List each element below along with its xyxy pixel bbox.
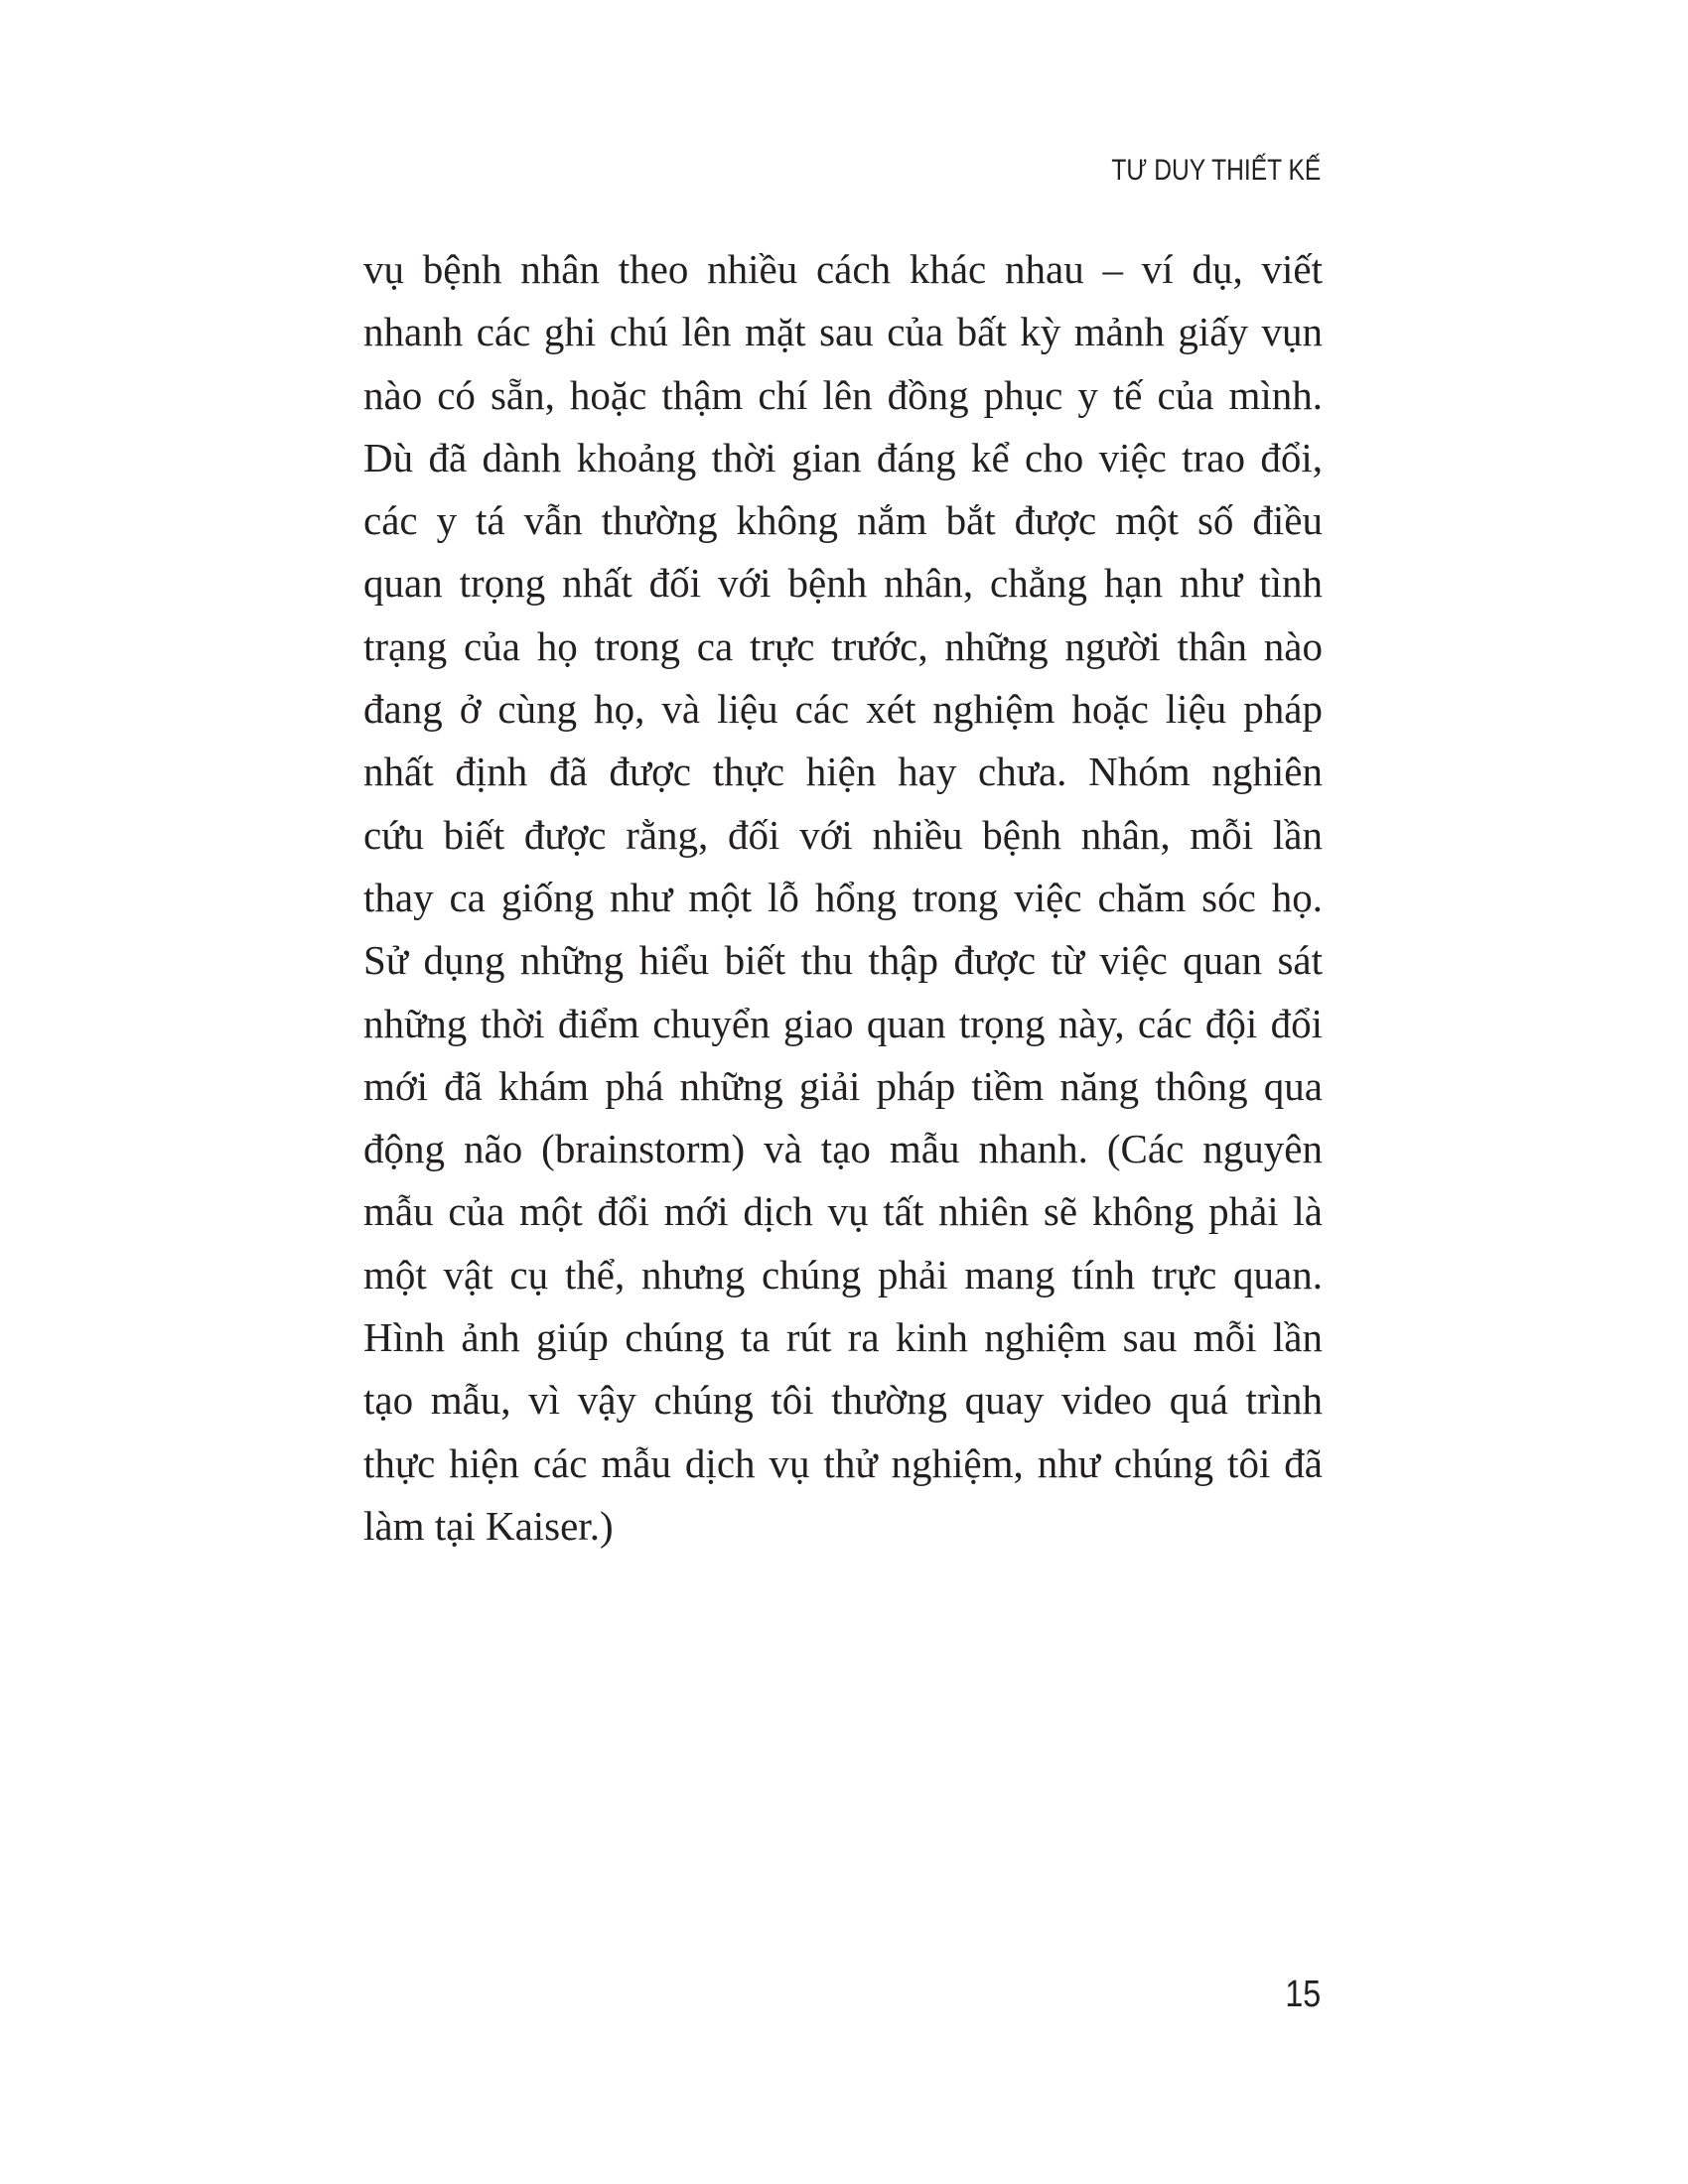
text-line: vụ bệnh nhân theo nhiều cách khác nhau – ví dụ, viết <box>363 246 1323 292</box>
text-line: Dù đã dành khoảng thời gian đáng kể cho việc trao đổi, <box>363 434 1323 480</box>
text-line: tạo mẫu, vì vậy chúng tôi thường quay video quá trình <box>363 1377 1323 1424</box>
page-number: 15 <box>1285 1974 1321 2015</box>
text-line: nào có sẵn, hoặc thậm chí lên đồng phục y tế của mình. <box>363 371 1323 418</box>
text-line: một vật cụ thể, nhưng chúng phải mang tính trực quan. <box>363 1251 1323 1297</box>
text-line: trạng của họ trong ca trực trước, những người thân nào <box>363 622 1323 669</box>
text-line: cứu biết được rằng, đối với nhiều bệnh nhân, mỗi lần <box>363 811 1323 858</box>
text-line: mới đã khám phá những giải pháp tiềm năng thông qua <box>363 1062 1323 1109</box>
text-line: động não (brainstorm) và tạo mẫu nhanh. (Các nguyên <box>363 1126 1323 1172</box>
text-line: thực hiện các mẫu dịch vụ thử nghiệm, như chúng tôi đã <box>363 1439 1323 1486</box>
text-line: Hình ảnh giúp chúng ta rút ra kinh nghiệm sau mỗi lần <box>363 1314 1323 1361</box>
text-line: những thời điểm chuyển giao quan trọng này, các đội đổi <box>363 1000 1323 1046</box>
running-header-title: TƯ DUY THIẾT KẾ <box>1110 154 1321 187</box>
text-line: quan trọng nhất đối với bệnh nhân, chẳng hạn như tình <box>363 560 1323 607</box>
text-line: các y tá vẫn thường không nắm bắt được một số điều <box>363 497 1323 544</box>
text-line: nhanh các ghi chú lên mặt sau của bất kỳ mảnh giấy vụn <box>363 309 1323 355</box>
body-paragraph <box>363 238 1323 1558</box>
text-line: Sử dụng những hiểu biết thu thập được từ việc quan sát <box>363 937 1323 984</box>
text-line: mẫu của một đổi mới dịch vụ tất nhiên sẽ không phải là <box>363 1188 1323 1235</box>
text-line: đang ở cùng họ, và liệu các xét nghiệm hoặc liệu pháp <box>363 686 1323 733</box>
text-line: thay ca giống như một lỗ hổng trong việc chăm sóc họ. <box>363 874 1323 920</box>
text-line: nhất định đã được thực hiện hay chưa. Nhóm nghiên <box>363 749 1323 795</box>
text-line-last: làm tại Kaiser.) <box>363 1502 614 1549</box>
